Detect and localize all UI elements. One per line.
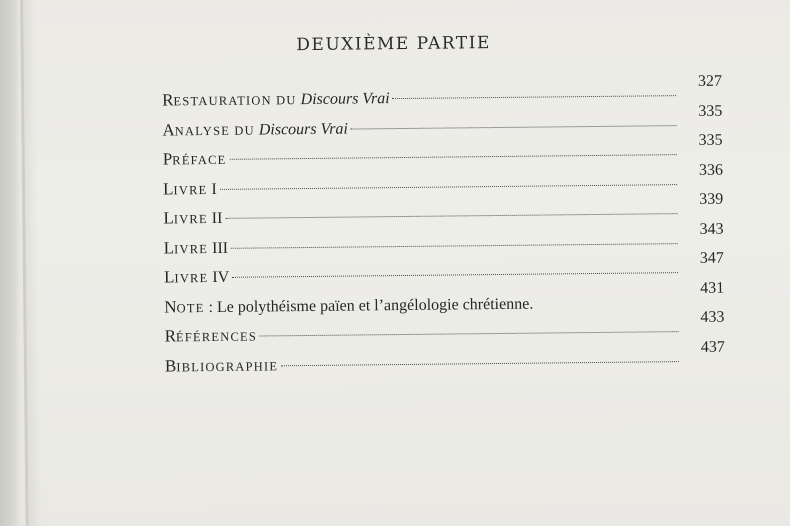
toc-entry-label: ANALYSE DU Discours Vrai xyxy=(162,119,348,140)
leader-dots xyxy=(232,272,678,278)
toc-page-number: 431 xyxy=(700,279,725,297)
toc-page-number: 335 xyxy=(698,102,723,120)
leader-dots xyxy=(229,154,676,160)
toc-page-number: 327 xyxy=(697,72,723,90)
leader-dots xyxy=(225,213,677,219)
toc-entry-label: LIVRE IV xyxy=(163,267,230,287)
leader-dots xyxy=(281,361,679,366)
leader-dots xyxy=(351,125,677,129)
leader-dots xyxy=(231,243,678,249)
toc-page-number: 433 xyxy=(700,308,725,326)
leader-dots xyxy=(393,95,677,99)
toc-page-number: 336 xyxy=(698,161,724,179)
toc-page-number: 437 xyxy=(700,338,725,356)
toc-page-number: 339 xyxy=(699,190,724,208)
toc-page-number: 343 xyxy=(699,220,724,238)
toc-entry-bibliographie xyxy=(164,338,725,385)
toc-entry-label: PRÉFACE xyxy=(162,149,227,169)
toc-entry-label: LIVRE I xyxy=(162,178,217,199)
toc-entry-label: BIBLIOGRAPHIE xyxy=(164,355,279,376)
toc-page-number: 335 xyxy=(698,131,723,149)
leader-dots xyxy=(220,184,677,190)
toc-entry-label: RÉFÉRENCES xyxy=(164,326,258,346)
table-of-contents xyxy=(162,72,725,386)
toc-entry-label: LIVRE II xyxy=(163,208,223,228)
toc-entry-label: NOTE : Le polythéisme païen et l’angélologie chrétienne. xyxy=(164,295,534,317)
toc-entry-label: RESTAURATION DU Discours Vrai xyxy=(162,90,390,110)
toc-entry-label: LIVRE III xyxy=(163,237,229,258)
leader-dots xyxy=(260,331,679,336)
book-page xyxy=(20,0,790,526)
part-title: DEUXIÈME PARTIE xyxy=(296,33,491,56)
toc-page-number: 347 xyxy=(699,249,724,267)
